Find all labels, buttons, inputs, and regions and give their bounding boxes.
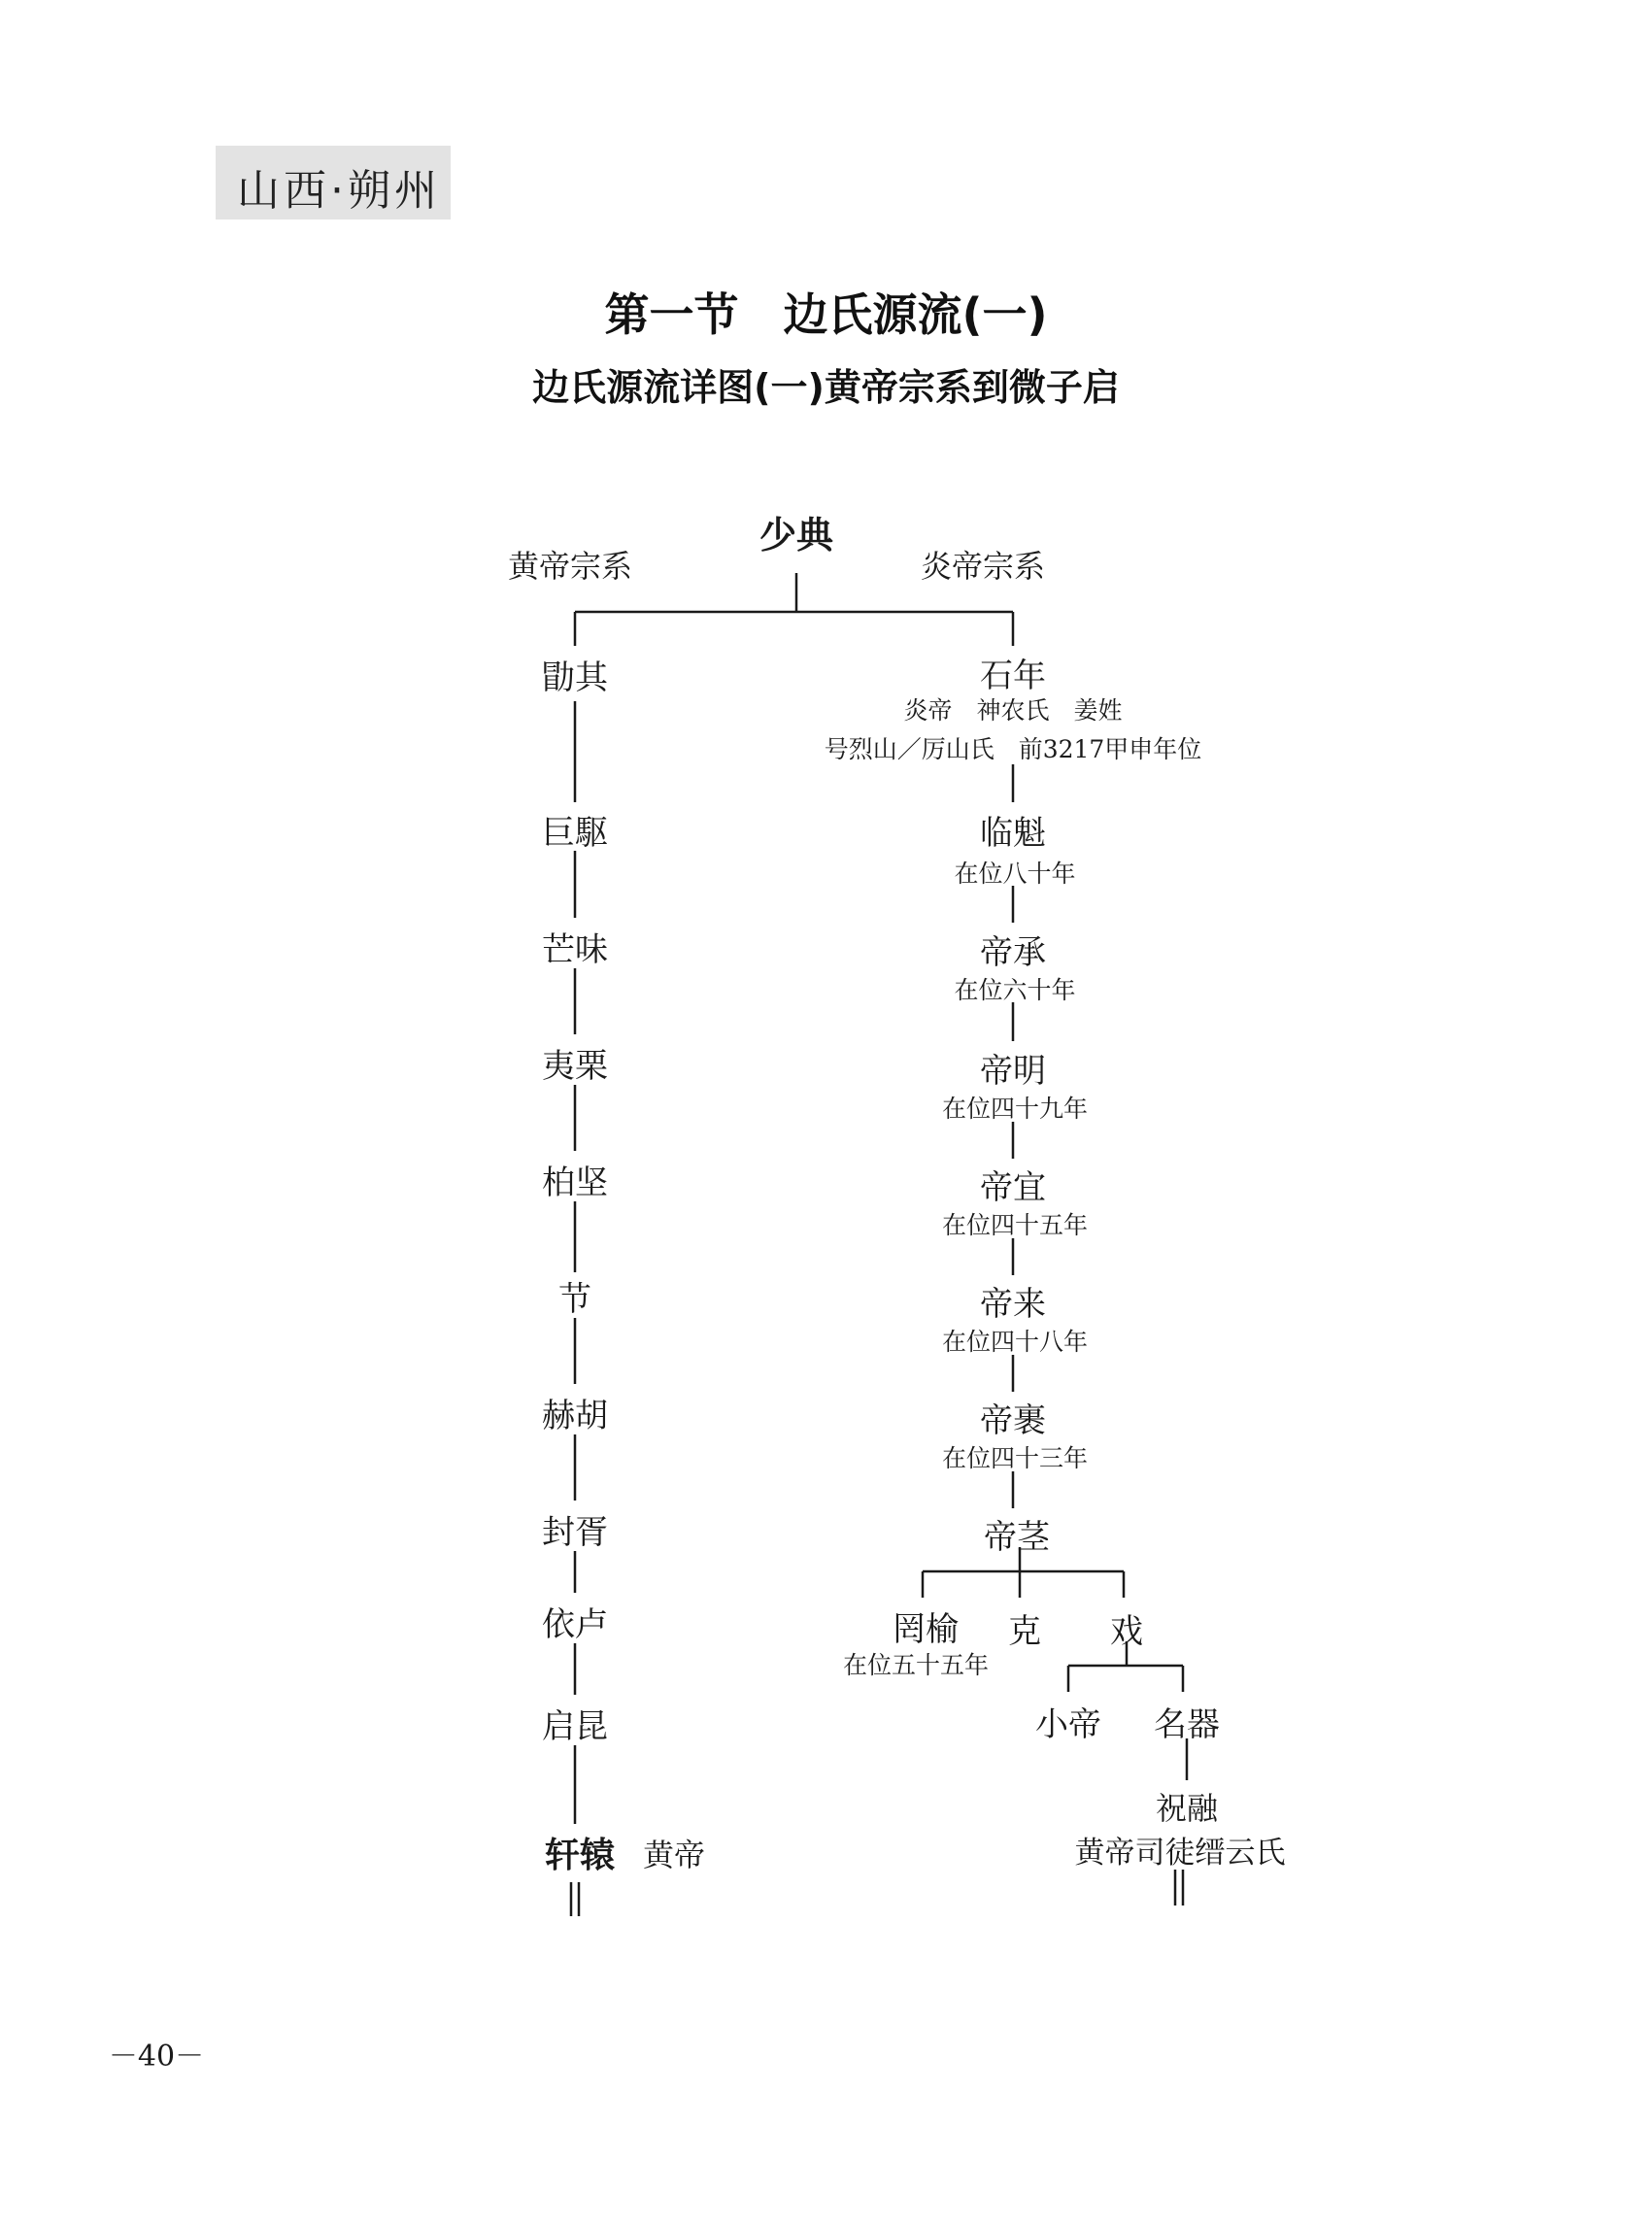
shinian-note: 号烈山／厉山氏 前3217甲申年位 [824, 735, 1202, 763]
xuanyuan-note: 黄帝 [643, 1837, 706, 1873]
node-huangdi-line: 封胥 [542, 1513, 608, 1552]
node-huangdi-line: 节 [558, 1280, 591, 1319]
zhurong-note: 黄帝司徒缙云氏 [1074, 1836, 1286, 1871]
node-zhurong: 祝融 [1155, 1790, 1219, 1827]
node-huangdi-line: 夷栗 [542, 1047, 608, 1086]
header-tab-label: 山西·朔州 [237, 166, 441, 216]
reign-note: 在位四十八年 [941, 1328, 1089, 1356]
shinian-note: 炎帝 神农氏 姜姓 [903, 696, 1123, 725]
node-huangdi-line: 赫胡 [542, 1397, 608, 1435]
node-shinian: 石年 [980, 657, 1046, 695]
node-huangdi-line: 柏坚 [542, 1164, 608, 1202]
reign-note: 在位四十三年 [941, 1444, 1089, 1472]
node-xiaodi: 小帝 [1035, 1705, 1101, 1744]
diagram-subtitle: 边氏源流详图(一)黄帝宗系到微子启 [532, 366, 1120, 409]
page-number: －40－ [108, 2040, 205, 2074]
reign-note: 在位八十年 [954, 860, 1076, 888]
node-huangdi-line: 巨駆 [542, 814, 608, 853]
node-yandi-line: 帝明 [980, 1052, 1046, 1091]
node-yandi-line: 帝宜 [980, 1168, 1046, 1207]
node-yandi-line: 帝承 [980, 933, 1046, 972]
section-title: 第一节 边氏源流(一) [604, 288, 1048, 341]
branch-label-huangdi: 黄帝宗系 [507, 548, 633, 585]
node-ke: 克 [1008, 1612, 1041, 1651]
reign-note: 在位四十九年 [941, 1095, 1089, 1123]
node-huangdi-line: 依卢 [542, 1605, 608, 1644]
node-xi: 戏 [1110, 1612, 1143, 1651]
node-xuanyuan: 轩辕 [544, 1836, 616, 1875]
reign-note: 在位五十五年 [842, 1651, 990, 1679]
node-mingqi: 名器 [1154, 1705, 1220, 1744]
node-wangyu: 罔榆 [893, 1610, 959, 1649]
reign-note: 在位六十年 [954, 976, 1076, 1004]
root-node-shaodian: 少典 [759, 514, 834, 556]
node-huangdi-line: 勖其 [542, 658, 608, 697]
reign-note: 在位四十五年 [941, 1211, 1089, 1239]
node-huangdi-line: 芒味 [542, 930, 608, 969]
node-yandi-line: 帝茎 [984, 1518, 1050, 1557]
node-yandi-line: 临魁 [980, 814, 1046, 853]
node-huangdi-line: 启昆 [542, 1707, 608, 1746]
branch-label-yandi: 炎帝宗系 [920, 548, 1046, 585]
node-yandi-line: 帝来 [980, 1285, 1046, 1324]
node-yandi-line: 帝裹 [980, 1401, 1046, 1440]
